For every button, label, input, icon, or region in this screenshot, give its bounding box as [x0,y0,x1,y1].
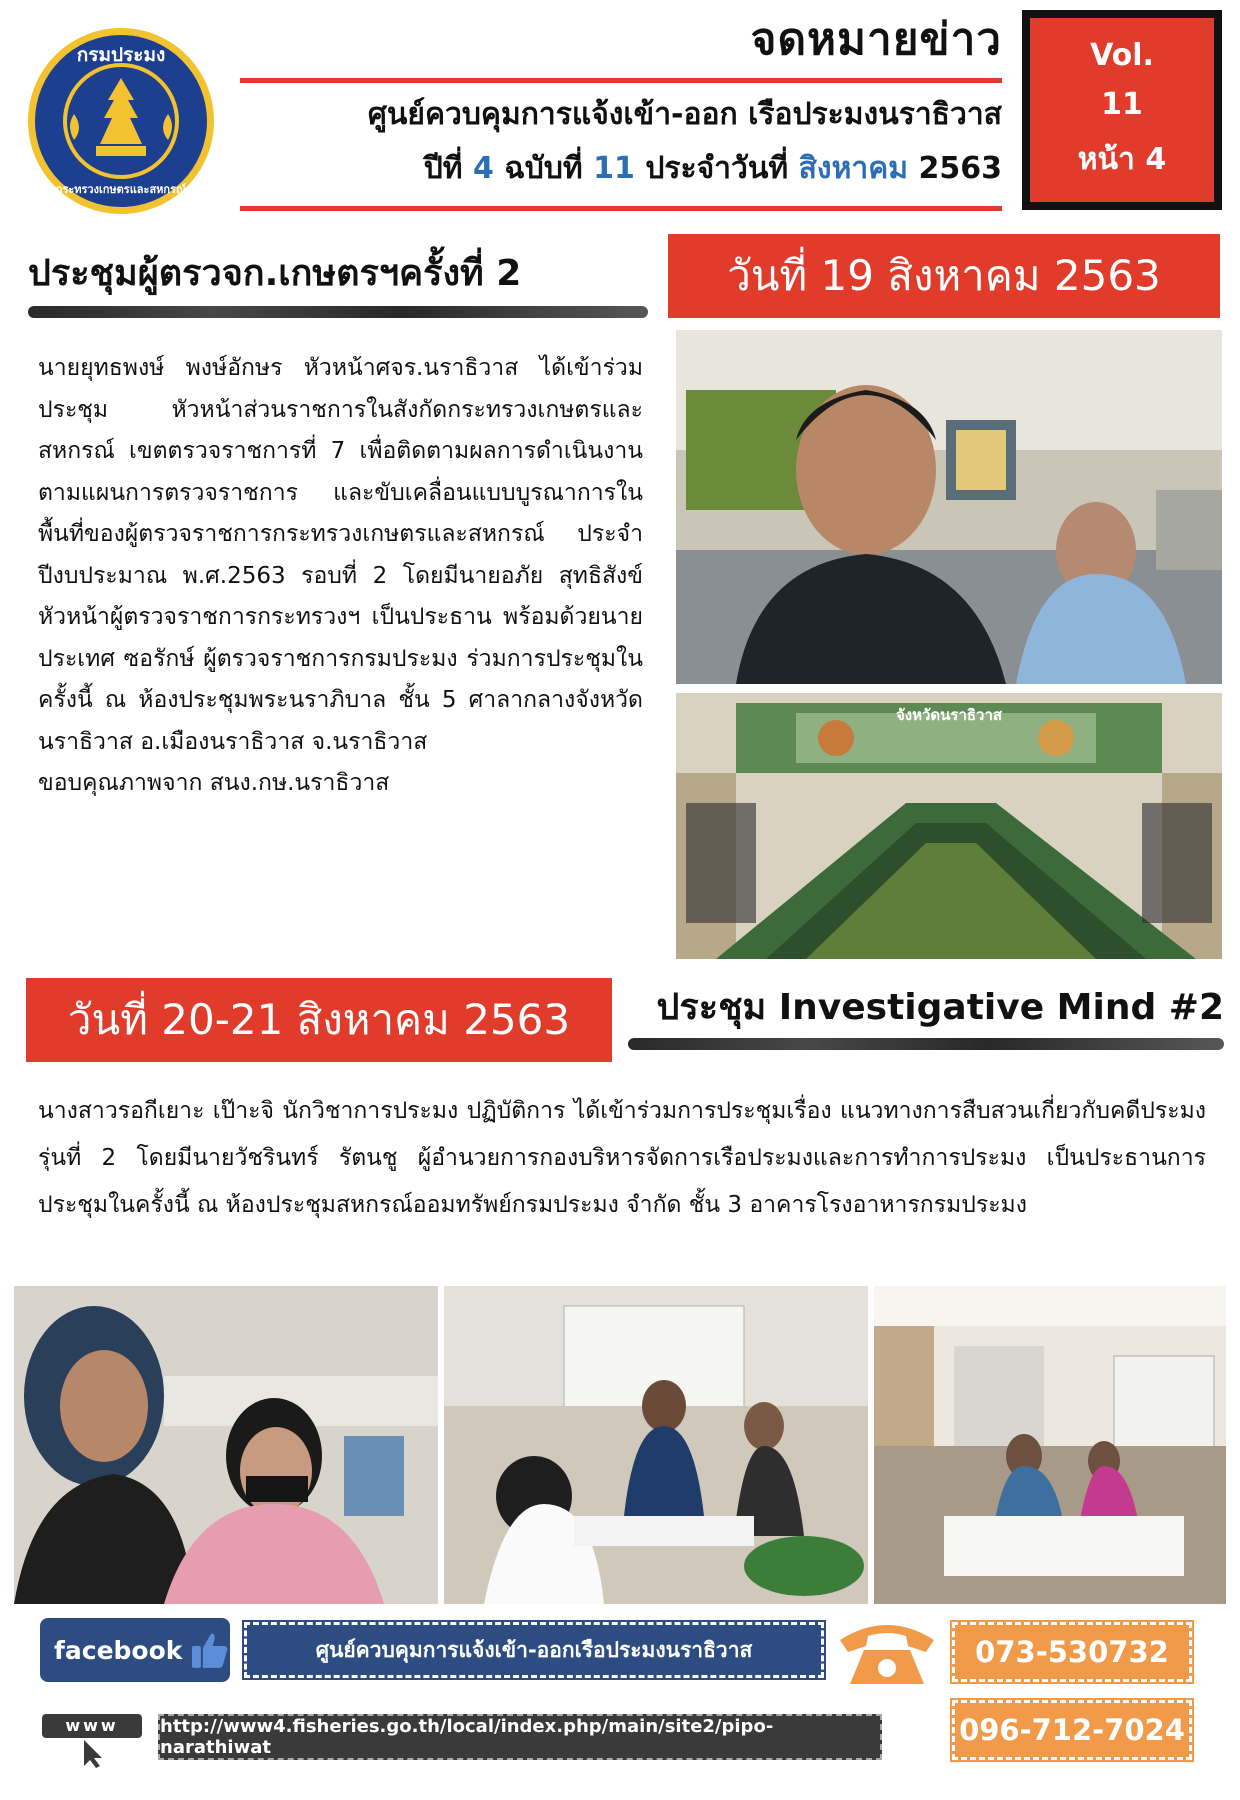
section1-date-banner: วันที่ 19 สิงหาคม 2563 [668,234,1220,318]
logo-top-text: กรมประมง [76,44,166,66]
header-divider-top [240,78,1002,83]
year-number: 4 [473,151,494,186]
department-logo [26,26,216,216]
section2-title-underline [628,1038,1224,1050]
section1-paragraph: นายยุทธพงษ์ พงษ์อักษร หัวหน้าศจร.นราธิวาส ได้เข้าร่วมประชุม หัวหน้าส่วนราชการในสังกัดกระทรวงเกษตรและสหกรณ์ เขตตรวจราชการที่ 7 เพื่อติดตามผลการดำเนินงานตามแผนการตรวจราชการ และขับเคลื่อนแบบบูรณาการในพื้นที่ของผู้ตรวจราชการกระทรวงเกษตรและสหกรณ์ ประจำปีงบประมาณ พ.ศ.2563 รอบที่ 2 โดยมีนายอภัย สุทธิสังข์ หัวหน้าผู้ตรวจราชการกระทรวงฯ เป็นประธาน พร้อมด้วยนายประเทศ ซอรักษ์ ผู้ตรวจราชการกรมประมง ร่วมการประชุมในครั้งนี้ ณ ห้องประชุมพระนราภิบาล ชั้น 5 ศาลากลางจังหวัดนราธิวาส อ.เมืองนราธิวาส จ.นราธิวาส [38,355,643,755]
volume-label: Vol. [1090,37,1154,73]
page-label: หน้า 4 [1077,141,1167,177]
issue-line [240,144,1002,194]
www-cursor-icon [40,1706,144,1768]
section2-date-banner: วันที่ 20-21 สิงหาคม 2563 [26,978,612,1062]
photo-meeting-hall [676,693,1222,959]
volume-box [1022,10,1222,210]
issue-month: สิงหาคม [798,151,909,186]
section2-title: ประชุม Investigative Mind #2 [656,987,1224,1028]
photo-meeting-selfie [676,330,1222,684]
issue-mid: ฉบับที่ [504,151,583,186]
telephone-icon [834,1616,940,1688]
photo-training-selfie [14,1286,438,1604]
section1-title: ประชุมผู้ตรวจก.เกษตรฯครั้งที่ 2 [28,253,522,294]
issue-year: 2563 [918,151,1002,186]
facebook-badge[interactable] [40,1618,230,1682]
phone-number-1[interactable]: 073-530732 [952,1622,1192,1682]
volume-number: 11 [1101,86,1143,122]
issue-prefix: ปีที่ [423,151,463,186]
www-label: www [65,1716,119,1735]
photo-training-room [874,1286,1226,1604]
section1-body [38,348,643,805]
newsletter-masthead: จดหมายข่าว [750,14,1002,65]
photo2-banner-text: จังหวัดนราธิวาส [895,706,1003,724]
phone-number-2[interactable]: 096-712-7024 [952,1700,1192,1760]
issue-date-prefix: ประจำวันที่ [645,151,789,186]
section1-photo-credit: ขอบคุณภาพจาก สนง.กษ.นราธิวาส [38,770,390,796]
newsletter-subtitle: ศูนย์ควบคุมการแจ้งเข้า-ออก เรือประมงนราธิวาส [367,97,1002,132]
header-divider-bottom [240,206,1002,211]
website-url[interactable]: http://www4.fisheries.go.th/local/index.php/main/site2/pipo-narathiwat [158,1714,882,1760]
photo-training-workshop [444,1286,868,1604]
issue-number: 11 [593,151,635,186]
logo-bottom-text: กระทรวงเกษตรและสหกรณ์ [55,183,187,196]
facebook-page-name[interactable]: ศูนย์ควบคุมการแจ้งเข้า-ออกเรือประมงนราธิวาส [244,1622,824,1678]
facebook-like-icon [190,1630,230,1670]
section2-body: นางสาวรอกีเยาะ เป๊าะจิ นักวิชาการประมง ปฏิบัติการ ได้เข้าร่วมการประชุมเรื่อง แนวทางการสืบสวนเกี่ยวกับคดีประมง รุ่นที่ 2 โดยมีนายวัชรินทร์ รัตนชู ผู้อำนวยการกองบริหารจัดการเรือประมงและการทำการประมง เป็นประธานการประชุมในครั้งนี้ ณ ห้องประชุมสหกรณ์ออมทรัพย์กรมประมง จำกัด ชั้น 3 อาคารโรงอาหารกรมประมง [38,1098,1206,1218]
facebook-label: facebook [54,1635,183,1665]
section1-title-underline [28,306,648,318]
